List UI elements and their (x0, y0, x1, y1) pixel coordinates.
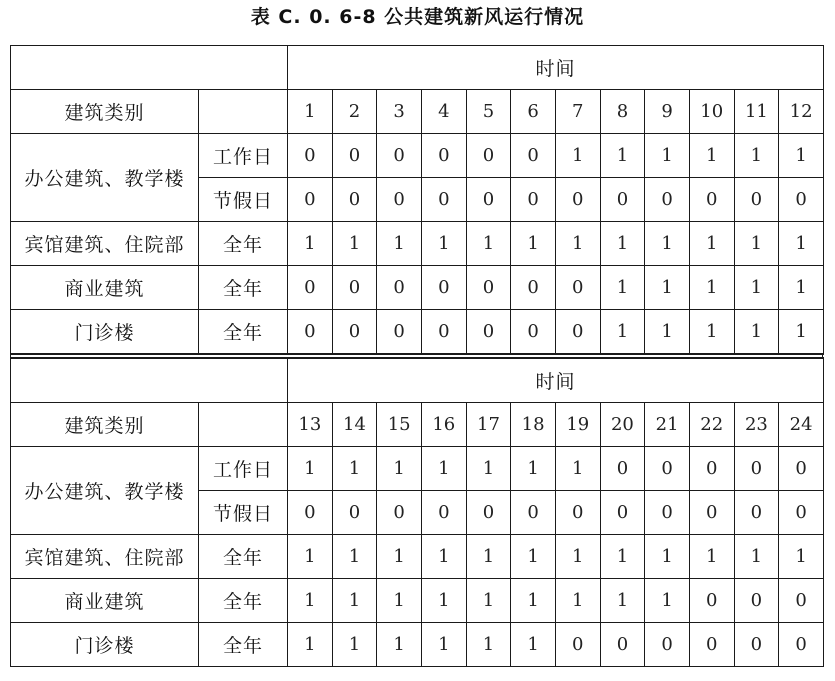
building-type-cell: 办公建筑、教学楼 (11, 134, 199, 222)
value-cell: 0 (288, 178, 333, 222)
value-cell: 1 (332, 579, 377, 623)
table-row (11, 134, 824, 178)
value-cell: 0 (377, 491, 422, 535)
value-cell: 0 (377, 266, 422, 310)
value-cell: 0 (466, 134, 511, 178)
hour-cell: 2 (332, 90, 377, 134)
value-cell: 1 (421, 623, 466, 667)
value-cell: 1 (734, 134, 779, 178)
value-cell: 1 (555, 447, 600, 491)
hour-cell: 23 (734, 403, 779, 447)
value-cell: 1 (600, 266, 645, 310)
value-cell: 1 (288, 447, 333, 491)
table-row (11, 266, 824, 310)
value-cell: 1 (288, 535, 333, 579)
value-cell: 1 (377, 222, 422, 266)
value-cell: 0 (288, 491, 333, 535)
value-cell: 0 (734, 178, 779, 222)
value-cell: 0 (734, 447, 779, 491)
value-cell: 0 (600, 491, 645, 535)
value-cell: 1 (689, 535, 734, 579)
period-cell: 全年 (199, 310, 288, 355)
value-cell: 0 (377, 310, 422, 355)
value-cell: 0 (377, 134, 422, 178)
value-cell: 0 (689, 623, 734, 667)
value-cell: 0 (645, 178, 690, 222)
table-row (11, 579, 824, 623)
value-cell: 0 (332, 134, 377, 178)
value-cell: 1 (734, 222, 779, 266)
value-cell: 0 (332, 178, 377, 222)
value-cell: 1 (511, 222, 556, 266)
blank-corner-cell (11, 46, 288, 90)
value-cell: 1 (377, 447, 422, 491)
value-cell: 0 (779, 491, 824, 535)
value-cell: 1 (332, 535, 377, 579)
value-cell: 0 (779, 623, 824, 667)
hour-cell: 1 (288, 90, 333, 134)
hour-cell: 8 (600, 90, 645, 134)
period-cell: 全年 (199, 579, 288, 623)
value-cell: 1 (600, 310, 645, 355)
value-cell: 0 (511, 491, 556, 535)
time-header-row (11, 46, 824, 90)
value-cell: 1 (377, 579, 422, 623)
hour-cell: 7 (555, 90, 600, 134)
value-cell: 0 (555, 491, 600, 535)
period-cell: 工作日 (199, 447, 288, 491)
building-type-header: 建筑类别 (11, 403, 199, 447)
value-cell: 0 (779, 178, 824, 222)
period-cell: 全年 (199, 266, 288, 310)
value-cell: 0 (466, 310, 511, 355)
hour-cell: 5 (466, 90, 511, 134)
building-type-cell: 商业建筑 (11, 266, 199, 310)
value-cell: 0 (779, 447, 824, 491)
value-cell: 0 (466, 491, 511, 535)
hour-cell: 15 (377, 403, 422, 447)
period-cell: 全年 (199, 623, 288, 667)
value-cell: 1 (466, 222, 511, 266)
value-cell: 1 (689, 134, 734, 178)
value-cell: 1 (466, 447, 511, 491)
value-cell: 1 (332, 222, 377, 266)
table-row (11, 447, 824, 491)
value-cell: 0 (779, 579, 824, 623)
schedule-block-hours-1-12 (10, 45, 824, 355)
hour-cell: 4 (421, 90, 466, 134)
value-cell: 1 (332, 623, 377, 667)
hour-row (11, 90, 824, 134)
value-cell: 1 (734, 310, 779, 355)
value-cell: 0 (332, 266, 377, 310)
hour-cell: 13 (288, 403, 333, 447)
time-header-row (11, 358, 824, 403)
value-cell: 1 (689, 222, 734, 266)
blank-subheader-cell (199, 403, 288, 447)
value-cell: 0 (555, 178, 600, 222)
value-cell: 1 (377, 535, 422, 579)
value-cell: 0 (377, 178, 422, 222)
building-type-cell: 宾馆建筑、住院部 (11, 535, 199, 579)
value-cell: 0 (734, 579, 779, 623)
value-cell: 0 (555, 266, 600, 310)
table-row (11, 535, 824, 579)
value-cell: 1 (555, 579, 600, 623)
value-cell: 1 (466, 623, 511, 667)
value-cell: 0 (332, 310, 377, 355)
value-cell: 1 (555, 535, 600, 579)
table-row (11, 222, 824, 266)
value-cell: 1 (600, 535, 645, 579)
value-cell: 1 (689, 310, 734, 355)
value-cell: 1 (511, 579, 556, 623)
schedule-block-hours-13-24 (10, 357, 824, 667)
value-cell: 0 (466, 178, 511, 222)
value-cell: 0 (734, 623, 779, 667)
value-cell: 1 (645, 266, 690, 310)
value-cell: 0 (511, 310, 556, 355)
hour-cell: 11 (734, 90, 779, 134)
value-cell: 1 (377, 623, 422, 667)
value-cell: 0 (421, 178, 466, 222)
table-title: 表 C. 0. 6-8 公共建筑新风运行情况 (250, 6, 585, 28)
value-cell: 0 (288, 266, 333, 310)
value-cell: 0 (288, 134, 333, 178)
building-type-cell: 办公建筑、教学楼 (11, 447, 199, 535)
value-cell: 0 (288, 310, 333, 355)
value-cell: 0 (421, 310, 466, 355)
value-cell: 1 (600, 222, 645, 266)
value-cell: 0 (600, 178, 645, 222)
hour-cell: 10 (689, 90, 734, 134)
hour-cell: 17 (466, 403, 511, 447)
building-type-cell: 宾馆建筑、住院部 (11, 222, 199, 266)
blank-subheader-cell (199, 90, 288, 134)
value-cell: 0 (600, 447, 645, 491)
period-cell: 全年 (199, 535, 288, 579)
time-header: 时间 (288, 46, 824, 90)
hour-cell: 22 (689, 403, 734, 447)
value-cell: 0 (555, 623, 600, 667)
hour-row (11, 403, 824, 447)
value-cell: 1 (779, 310, 824, 355)
value-cell: 0 (421, 266, 466, 310)
table-row (11, 623, 824, 667)
value-cell: 0 (511, 266, 556, 310)
value-cell: 1 (779, 266, 824, 310)
value-cell: 1 (734, 266, 779, 310)
hour-cell: 14 (332, 403, 377, 447)
value-cell: 1 (555, 222, 600, 266)
period-cell: 全年 (199, 222, 288, 266)
hour-cell: 16 (421, 403, 466, 447)
value-cell: 1 (779, 134, 824, 178)
value-cell: 0 (689, 447, 734, 491)
building-type-header: 建筑类别 (11, 90, 199, 134)
hour-cell: 12 (779, 90, 824, 134)
value-cell: 1 (511, 535, 556, 579)
hour-cell: 3 (377, 90, 422, 134)
value-cell: 1 (332, 447, 377, 491)
value-cell: 1 (779, 535, 824, 579)
value-cell: 1 (421, 447, 466, 491)
value-cell: 0 (734, 491, 779, 535)
period-cell: 节假日 (199, 178, 288, 222)
value-cell: 1 (600, 134, 645, 178)
value-cell: 1 (511, 623, 556, 667)
value-cell: 0 (689, 178, 734, 222)
value-cell: 1 (645, 535, 690, 579)
time-header: 时间 (288, 358, 824, 403)
value-cell: 0 (466, 266, 511, 310)
value-cell: 0 (645, 491, 690, 535)
value-cell: 0 (332, 491, 377, 535)
value-cell: 0 (555, 310, 600, 355)
value-cell: 1 (466, 535, 511, 579)
value-cell: 1 (645, 310, 690, 355)
value-cell: 0 (645, 623, 690, 667)
value-cell: 1 (600, 579, 645, 623)
hour-cell: 18 (511, 403, 556, 447)
value-cell: 1 (645, 579, 690, 623)
value-cell: 1 (288, 222, 333, 266)
value-cell: 0 (689, 579, 734, 623)
value-cell: 1 (734, 535, 779, 579)
value-cell: 1 (421, 535, 466, 579)
value-cell: 1 (288, 579, 333, 623)
table-row (11, 310, 824, 355)
value-cell: 0 (689, 491, 734, 535)
hour-cell: 19 (555, 403, 600, 447)
hour-cell: 6 (511, 90, 556, 134)
value-cell: 1 (421, 222, 466, 266)
value-cell: 1 (645, 222, 690, 266)
blank-corner-cell (11, 358, 288, 403)
value-cell: 1 (511, 447, 556, 491)
value-cell: 0 (421, 134, 466, 178)
value-cell: 1 (288, 623, 333, 667)
value-cell: 1 (421, 579, 466, 623)
value-cell: 0 (511, 134, 556, 178)
value-cell: 1 (645, 134, 690, 178)
ventilation-schedule-table (10, 45, 823, 667)
hour-cell: 24 (779, 403, 824, 447)
value-cell: 1 (466, 579, 511, 623)
hour-cell: 9 (645, 90, 690, 134)
value-cell: 1 (689, 266, 734, 310)
period-cell: 工作日 (199, 134, 288, 178)
building-type-cell: 商业建筑 (11, 579, 199, 623)
value-cell: 1 (555, 134, 600, 178)
hour-cell: 21 (645, 403, 690, 447)
value-cell: 0 (645, 447, 690, 491)
period-cell: 节假日 (199, 491, 288, 535)
value-cell: 0 (421, 491, 466, 535)
value-cell: 0 (600, 623, 645, 667)
hour-cell: 20 (600, 403, 645, 447)
value-cell: 0 (511, 178, 556, 222)
value-cell: 1 (779, 222, 824, 266)
building-type-cell: 门诊楼 (11, 310, 199, 355)
building-type-cell: 门诊楼 (11, 623, 199, 667)
